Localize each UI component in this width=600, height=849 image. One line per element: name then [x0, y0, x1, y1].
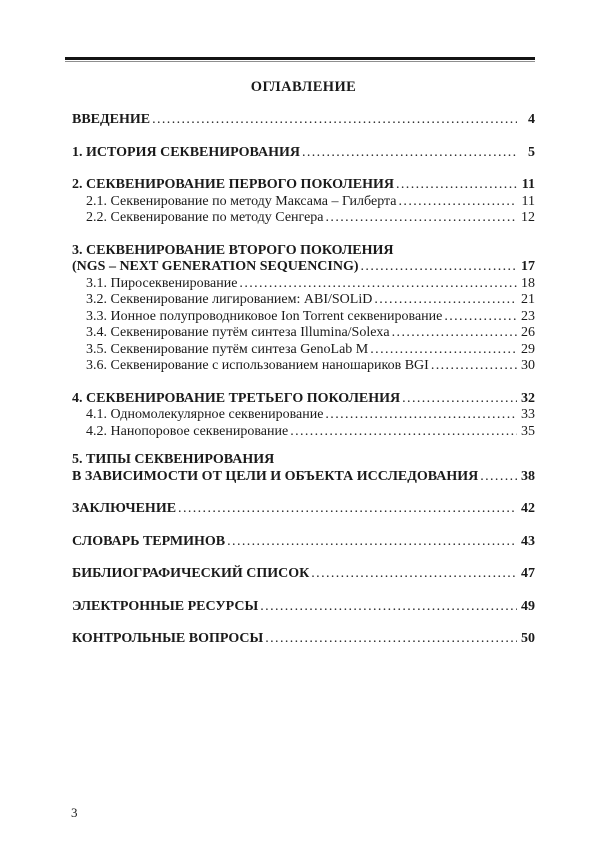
rule-thin-line — [65, 61, 535, 62]
toc-entry — [72, 566, 535, 583]
toc-page-number: 30 — [521, 358, 535, 373]
dot-leader — [152, 112, 517, 129]
toc-page-number: 12 — [521, 210, 535, 225]
toc-entry-label: КОНТРОЛЬНЫЕ ВОПРОСЫ — [72, 631, 264, 646]
toc-content — [72, 78, 535, 648]
toc-page-number: 17 — [521, 259, 535, 274]
toc-entry-label: 3.1. Пиросеквенирование — [86, 275, 238, 291]
toc-group — [72, 534, 535, 551]
toc-page-number: 32 — [521, 390, 535, 406]
toc-page-number: 29 — [521, 341, 535, 357]
dot-leader — [265, 631, 517, 648]
toc-group — [72, 631, 535, 648]
toc-group — [72, 566, 535, 583]
toc-page-number: 18 — [521, 275, 535, 291]
toc-entry — [72, 501, 535, 518]
toc-page-number: 50 — [521, 631, 535, 646]
toc-page-number: 11 — [521, 177, 535, 192]
dot-leader — [402, 391, 517, 408]
toc-entry-first-line: 3. СЕКВЕНИРОВАНИЕ ВТОРОГО ПОКОЛЕНИЯ — [72, 242, 394, 258]
toc-page-number: 49 — [521, 598, 535, 614]
toc-entry-label: 3.3. Ионное полупроводниковое Ion Torrent секвенирование — [86, 308, 443, 324]
toc-entry — [72, 292, 535, 309]
folio-page-number: 3 — [71, 805, 78, 820]
toc-entry-label: СЛОВАРЬ ТЕРМИНОВ — [72, 533, 226, 549]
toc-page-number: 42 — [521, 501, 535, 516]
dot-leader — [227, 534, 517, 551]
toc-group — [72, 145, 535, 162]
page-title: ОГЛАВЛЕНИЕ — [250, 79, 357, 95]
dot-leader — [431, 358, 517, 375]
dot-leader — [326, 210, 517, 227]
toc-entry — [72, 325, 535, 342]
toc-entry-label: 3.2. Секвенирование лигированием: ABI/SOLiD — [86, 292, 373, 307]
toc-page-number: 26 — [521, 325, 535, 340]
toc-entry — [72, 631, 535, 648]
toc-page-number: 5 — [528, 144, 535, 160]
toc-group — [72, 243, 535, 375]
dot-leader — [396, 177, 517, 194]
toc-entry-label: 1. ИСТОРИЯ СЕКВЕНИРОВАНИЯ — [72, 144, 300, 160]
toc-entry-label: В ЗАВИСИМОСТИ ОТ ЦЕЛИ И ОБЪЕКТА ИССЛЕДОВАНИЯ — [72, 468, 479, 484]
dot-leader — [290, 424, 517, 441]
dot-leader — [260, 599, 517, 616]
toc-entry-label: 3.5. Секвенирование путём синтеза GenoLab M — [86, 341, 369, 357]
toc-entry-first-line: 5. ТИПЫ СЕКВЕНИРОВАНИЯ — [72, 452, 275, 467]
toc-entry-label: 3.6. Секвенирование с использованием наношариков BGI — [86, 358, 429, 373]
toc-entry — [72, 407, 535, 424]
toc-entry — [72, 424, 535, 441]
dot-leader — [311, 566, 517, 583]
dot-leader — [480, 469, 517, 486]
rule-thick-line — [65, 57, 535, 60]
toc-page-number: 21 — [521, 292, 535, 307]
toc-entry — [72, 145, 535, 162]
toc-page-number: 38 — [521, 468, 535, 484]
toc-page-number: 23 — [521, 308, 535, 324]
dot-leader — [325, 407, 517, 424]
toc-page-number: 35 — [521, 423, 535, 439]
toc-entry — [72, 259, 535, 276]
toc-page-number: 33 — [521, 407, 535, 422]
toc-entry-label: БИБЛИОГРАФИЧЕСКИЙ СПИСОК — [72, 566, 310, 581]
toc-group — [72, 112, 535, 129]
dot-leader — [399, 194, 517, 211]
toc-entry-label: (NGS – NEXT GENERATION SEQUENCING) — [72, 259, 359, 274]
toc-entry-label: 2. СЕКВЕНИРОВАНИЕ ПЕРВОГО ПОКОЛЕНИЯ — [72, 177, 394, 192]
toc-page-number: 11 — [521, 193, 535, 209]
dot-leader — [302, 145, 517, 162]
toc-entry — [72, 342, 535, 359]
toc-entry-label: 2.1. Секвенирование по методу Максама – Гилберта — [86, 193, 397, 209]
toc-entry-label: 4.1. Одномолекулярное секвенирование — [86, 407, 324, 422]
toc-entry-label: 4.2. Нанопоровое секвенирование — [86, 423, 289, 439]
toc-group — [72, 452, 535, 485]
toc-group — [72, 501, 535, 518]
toc-entry-label: 4. СЕКВЕНИРОВАНИЕ ТРЕТЬЕГО ПОКОЛЕНИЯ — [72, 390, 401, 406]
toc-entry — [72, 112, 535, 129]
header-double-rule — [65, 57, 535, 62]
toc-entry-label: ВВЕДЕНИЕ — [72, 112, 151, 127]
toc-group — [72, 391, 535, 441]
dot-leader — [370, 342, 517, 359]
toc-entry — [72, 469, 535, 486]
toc-entry — [72, 194, 535, 211]
dot-leader — [361, 259, 517, 276]
toc-entry-label: ЗАКЛЮЧЕНИЕ — [72, 501, 177, 516]
dot-leader — [444, 309, 517, 326]
toc-entry — [72, 276, 535, 293]
toc-group — [72, 599, 535, 616]
toc-entry — [72, 177, 535, 194]
toc-entry — [72, 210, 535, 227]
toc-entry-label: 2.2. Секвенирование по методу Сенгера — [86, 210, 324, 225]
dot-leader — [392, 325, 517, 342]
dot-leader — [374, 292, 517, 309]
dot-leader — [178, 501, 517, 518]
toc-entry — [72, 599, 535, 616]
toc-entry-label: 3.4. Секвенирование путём синтеза Illumina/Solexa — [86, 325, 390, 340]
toc-page-number: 43 — [521, 533, 535, 549]
toc-group — [72, 177, 535, 227]
dot-leader — [239, 276, 517, 293]
toc-entry — [72, 309, 535, 326]
toc-entry — [72, 534, 535, 551]
toc-page-number: 4 — [528, 112, 535, 127]
toc-entry — [72, 358, 535, 375]
toc-entry-label: ЭЛЕКТРОННЫЕ РЕСУРСЫ — [72, 598, 259, 614]
toc-entry — [72, 391, 535, 408]
toc-page-number: 47 — [521, 566, 535, 581]
